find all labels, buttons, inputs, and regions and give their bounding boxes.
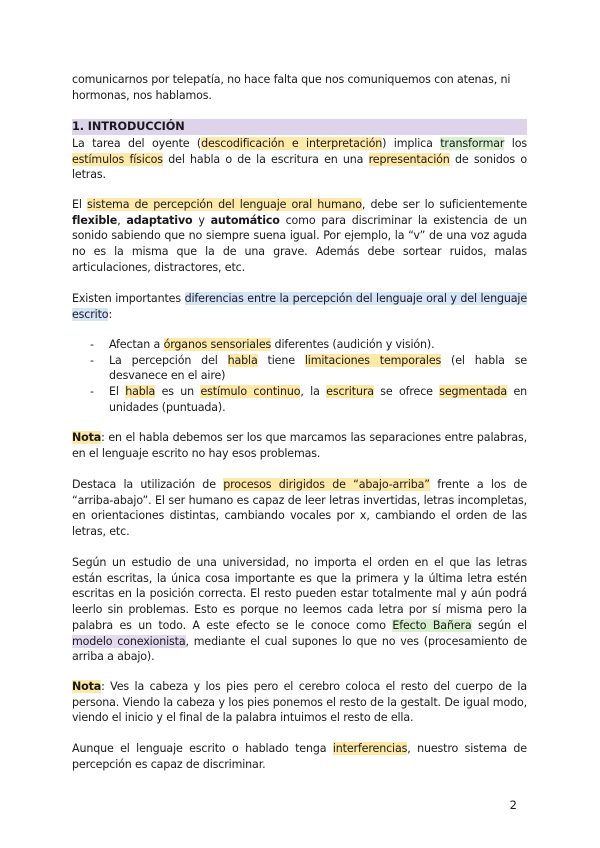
text-run: según el bbox=[471, 618, 527, 632]
paragraph-diferencias bbox=[72, 291, 527, 322]
text-run: Existen importantes bbox=[72, 292, 185, 305]
text-run: tiene bbox=[257, 353, 305, 367]
bold-text: adaptativo bbox=[126, 213, 193, 227]
highlight-text: modelo conexionista bbox=[72, 634, 186, 648]
paragraph-estudio bbox=[72, 555, 527, 665]
highlight-text: procesos dirigidos de “abajo-arriba” bbox=[223, 478, 430, 491]
bullet-list bbox=[90, 337, 527, 416]
text-run: (el habla se desvanece en el aire) bbox=[109, 353, 527, 383]
highlight-text: diferencias entre la percepción del lenguaje oral y del lenguaje escrito bbox=[72, 292, 528, 321]
text-run: en unidades (puntuada). bbox=[109, 385, 527, 414]
paragraph-oyente bbox=[72, 136, 527, 183]
text-run: diferentes (audición y visión). bbox=[271, 338, 435, 351]
note-paragraph-gestalt bbox=[72, 679, 527, 726]
text-run: se ofrece bbox=[373, 385, 440, 399]
text-run: Afectan a bbox=[109, 338, 164, 351]
section-heading: 1. INTRODUCCIÓN bbox=[72, 119, 527, 135]
text-run: los bbox=[504, 137, 528, 150]
text-run: ) implica bbox=[382, 137, 441, 150]
list-item bbox=[90, 353, 527, 384]
paragraph-procesos bbox=[72, 477, 527, 540]
paragraph-interferencias bbox=[72, 741, 527, 772]
text-run: , bbox=[117, 213, 127, 227]
paragraph-sistema bbox=[72, 197, 527, 276]
text-run: frente a los de “arriba-abajo”. El ser humano es capaz de leer letras invertidas, letras incompletas, en orientaciones distintas, cambiando vocales por x, cambiando el orden de las letras, etc. bbox=[72, 478, 527, 539]
text-run: Según un estudio de una universidad, no importa el orden en el que las letras están escritas, la única cosa importante es que la primera y la última letra estén escritas en la posición correcta. El resto pueden estar totalmente mal y aún podrá leerlo sin problemas. Esto es porque no leemos cada letra por sí misma pero la palabra es un todo. A este efecto se le conoce como bbox=[72, 556, 527, 632]
text-run: El bbox=[109, 385, 126, 399]
text-run: : en el habla debemos ser los que marcamos las separaciones entre palabras, en el lenguaje escrito no hay esos problemas. bbox=[72, 431, 527, 460]
text-run: : bbox=[108, 307, 113, 321]
text-run: Destaca la utilización de bbox=[72, 478, 224, 491]
bold-text: flexible bbox=[72, 213, 118, 227]
highlight-text: órganos sensoriales bbox=[163, 338, 272, 351]
text-run: , la bbox=[300, 385, 327, 399]
highlight-text: Efecto Bañera bbox=[392, 618, 472, 632]
highlight-text: interferencias bbox=[332, 742, 408, 755]
highlight-text: estímulo continuo bbox=[200, 385, 301, 399]
highlight-text: transformar bbox=[440, 137, 505, 150]
text-run: , nuestro sistema de percepción es capaz de discriminar. bbox=[72, 742, 527, 771]
highlight-text: habla bbox=[125, 385, 156, 399]
text-run: La percepción del bbox=[109, 353, 228, 367]
text-run: , mediante el cual supones lo que no ves (procesamiento de arriba a abajo). bbox=[72, 634, 528, 664]
text-run: , debe ser lo suficientemente bbox=[361, 198, 528, 211]
intro-text: comunicarnos por telepatía, no hace falta que nos comuniquemos con atenas, ni hormonas, nos hablamos. bbox=[72, 73, 511, 102]
text-run: : Ves la cabeza y los pies pero el cerebro coloca el resto del cuerpo de la persona. Viendo la cabeza y los pies ponemos el resto de la gestalt. De igual modo, viendo el inicio y el final de la palabra intuimos el resto de ella. bbox=[72, 680, 527, 725]
page-number: 2 bbox=[509, 798, 517, 812]
highlight-text: representación bbox=[368, 152, 450, 166]
text-run: y bbox=[192, 213, 211, 227]
highlight-text: habla bbox=[227, 353, 258, 367]
highlight-text: limitaciones temporales bbox=[304, 353, 442, 367]
text-run: como para discriminar la existencia de un sonido sabiendo que no siempre suena igual. Por ejemplo, la “v” de una voz aguda no es la misma que la de una grave. Además debe sortear ruidos, malas articulaciones, distractores, etc. bbox=[72, 213, 527, 274]
text-run: La tarea del oyente ( bbox=[72, 137, 202, 150]
highlight-text: descodificación e interpretación bbox=[201, 137, 383, 150]
list-item bbox=[90, 384, 527, 415]
list-item bbox=[90, 337, 527, 353]
note-paragraph-habla bbox=[72, 430, 527, 461]
highlight-text: estímulos físicos bbox=[72, 152, 163, 166]
highlight-text: sistema de percepción del lenguaje oral humano bbox=[86, 198, 362, 211]
note-label: Nota bbox=[72, 680, 102, 693]
text-run: El bbox=[72, 198, 87, 211]
bold-text: automático bbox=[210, 213, 280, 227]
highlight-text: escritura bbox=[326, 385, 374, 399]
text-run: Aunque el lenguaje escrito o hablado tenga bbox=[72, 742, 333, 755]
text-run: es un bbox=[155, 385, 201, 399]
intro-paragraph bbox=[72, 72, 527, 103]
highlight-text: segmentada bbox=[439, 385, 508, 399]
note-label: Nota bbox=[72, 431, 102, 444]
text-run: del habla o de la escritura en una bbox=[162, 152, 369, 166]
text-run: de sonidos o letras. bbox=[72, 152, 527, 182]
